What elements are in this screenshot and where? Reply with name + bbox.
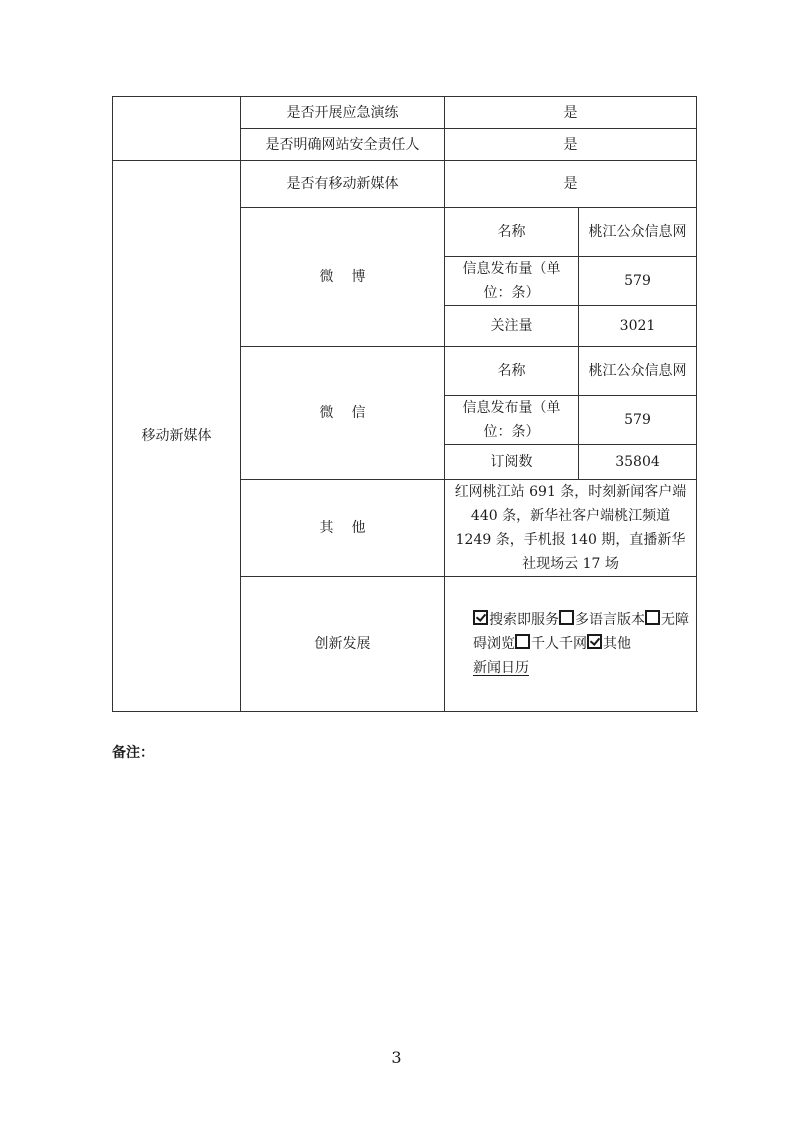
option-personalized[interactable] <box>515 636 587 652</box>
note-label: 备注： <box>112 745 154 761</box>
option-label: 无障碍浏览 <box>473 612 689 652</box>
option-label: 其他 <box>603 636 631 652</box>
other-label-char-1: 其 <box>319 520 334 536</box>
security-section-cell <box>113 97 241 161</box>
weibo-followers-label: 关注量 <box>445 306 579 347</box>
checkbox-unchecked-icon[interactable] <box>515 634 530 649</box>
report-table <box>112 96 697 712</box>
wechat-subscribers-label: 订阅数 <box>445 445 579 480</box>
innovation-options <box>445 577 697 712</box>
checkbox-checked-icon[interactable] <box>473 610 488 625</box>
other-label-char-2: 他 <box>351 520 366 536</box>
has-media-label: 是否有移动新媒体 <box>241 161 445 208</box>
wechat-posts-value: 579 <box>579 396 697 445</box>
weibo-name-value: 桃江公众信息网 <box>579 208 697 257</box>
has-media-value: 是 <box>445 161 697 208</box>
drill-label: 是否开展应急演练 <box>241 97 445 129</box>
option-search-service[interactable] <box>473 612 559 628</box>
option-label: 搜索即服务 <box>489 612 559 628</box>
page-number: 3 <box>391 1048 402 1067</box>
table-row <box>113 161 697 208</box>
checkbox-unchecked-icon[interactable] <box>645 610 660 625</box>
weibo-label <box>241 208 445 347</box>
checkbox-unchecked-icon[interactable] <box>559 610 574 625</box>
wechat-name-value: 桃江公众信息网 <box>579 347 697 396</box>
media-section-label: 移动新媒体 <box>113 161 241 712</box>
wechat-label <box>241 347 445 480</box>
wechat-label-char-1: 微 <box>319 405 334 421</box>
wechat-posts-label: 信息发布量（单位：条） <box>445 396 579 445</box>
option-label: 千人千网 <box>531 636 587 652</box>
weibo-followers-value: 3021 <box>579 306 697 347</box>
other-label <box>241 480 445 577</box>
weibo-posts-label: 信息发布量（单位：条） <box>445 257 579 306</box>
weibo-label-char-2: 博 <box>351 269 366 285</box>
option-label: 多语言版本 <box>575 612 645 628</box>
other-value: 红网桃江站 691 条，时刻新闻客户端 440 条，新华社客户端桃江频道 1249 条，手机报 140 期，直播新华社现场云 17 场 <box>445 480 697 577</box>
responsible-label: 是否明确网站安全责任人 <box>241 129 445 161</box>
weibo-name-label: 名称 <box>445 208 579 257</box>
weibo-label-char-1: 微 <box>319 269 334 285</box>
option-other[interactable] <box>587 636 631 652</box>
wechat-subscribers-value: 35804 <box>579 445 697 480</box>
other-option-text: 新闻日历 <box>473 660 529 676</box>
weibo-posts-value: 579 <box>579 257 697 306</box>
option-multilanguage[interactable] <box>559 612 645 628</box>
responsible-value: 是 <box>445 129 697 161</box>
innovation-section-label: 创新发展 <box>241 577 445 712</box>
wechat-name-label: 名称 <box>445 347 579 396</box>
table-row <box>113 97 697 129</box>
checkbox-checked-icon[interactable] <box>587 634 602 649</box>
wechat-label-char-2: 信 <box>351 405 366 421</box>
drill-value: 是 <box>445 97 697 129</box>
